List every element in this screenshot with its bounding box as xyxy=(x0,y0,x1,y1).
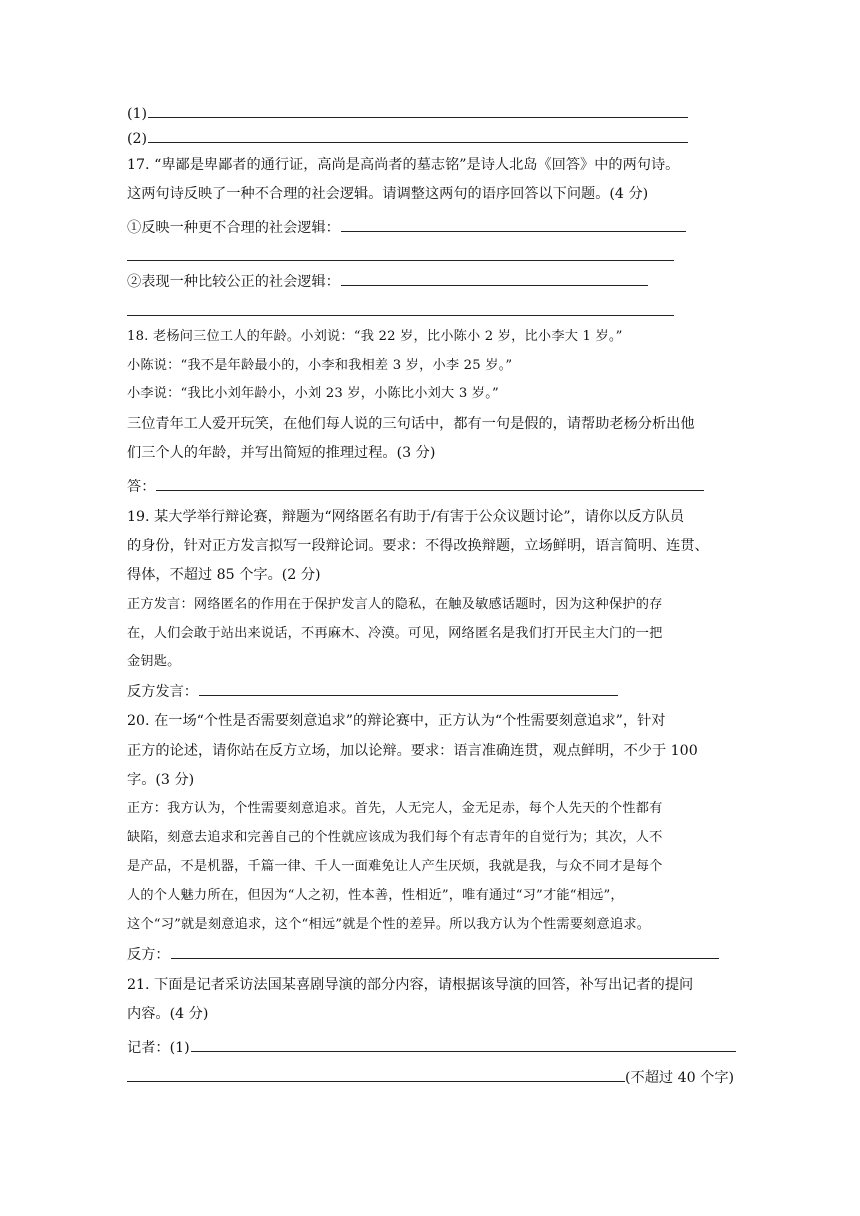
q21-limit-note: (不超过 40 个字) xyxy=(625,1070,735,1086)
q20-pro-line-1: 正方：我方认为，个性需要刻意追求。首先，人无完人，金无足赤，每个人先天的个性都有 xyxy=(127,801,663,816)
q19-con-label: 反方发言： xyxy=(127,684,198,700)
q16-blank-1-line[interactable] xyxy=(148,104,688,118)
q21-reporter xyxy=(127,1038,737,1058)
q17-item-1-continuation-line[interactable] xyxy=(127,260,674,261)
q16-blank-2-line[interactable] xyxy=(148,129,688,143)
q17-prompt-line-2: 这两句诗反映了一种不合理的社会逻辑。请调整这两句的语序回答以下问题。(4 分) xyxy=(127,186,649,202)
q20-prompt-line-1: 20. 在一场“个性是否需要刻意追求”的辩论赛中，正方认为“个性需要刻意追求”，针对 xyxy=(127,713,666,729)
q19-prompt-line-2: 的身份，针对正方发言拟写一段辩论词。要求：不得改换辩题，立场鲜明，语言简明、连贯、 xyxy=(127,538,709,554)
q21-prompt-line-1: 21. 下面是记者采访法国某喜剧导演的部分内容，请根据该导演的回答，补写出记者的提问 xyxy=(127,977,694,993)
q19-pro-line-3: 金钥匙。 xyxy=(127,654,181,669)
q19-con-blank[interactable] xyxy=(199,682,618,696)
q18-prompt-line-2: 小陈说：“我不是年龄最小的，小李和我相差 3 岁，小李 25 岁。” xyxy=(127,358,513,373)
q20-pro-line-5: 这个“习”就是刻意追求，这个“相远”就是个性的差异。所以我方认为个性需要刻意追求。 xyxy=(127,917,651,932)
q17-prompt-line-1: 17. “卑鄙是卑鄙者的通行证，高尚是高尚者的墓志铭”是诗人北岛《回答》中的两句诗。 xyxy=(127,157,680,173)
q18-answer-blank[interactable] xyxy=(156,477,704,491)
q21-reporter-blank[interactable] xyxy=(191,1038,736,1052)
q16-blank-2-label: (2) xyxy=(127,131,148,147)
q18-prompt-line-1: 18. 老杨问三位工人的年龄。小刘说：“我 22 岁，比小陈小 2 岁，比小李大 1 岁。” xyxy=(127,329,623,344)
q20-con-label: 反方： xyxy=(127,947,170,963)
q20-pro-line-2: 缺陷，刻意去追求和完善自己的个性就应该成为我们每个有志青年的自觉行为；其次，人不 xyxy=(127,830,663,845)
q19-pro-line-1: 正方发言：网络匿名的作用在于保护发言人的隐私，在触及敏感话题时，因为这种保护的存 xyxy=(127,597,663,612)
q17-item-2 xyxy=(127,272,737,292)
q19-con xyxy=(127,682,737,702)
q20-prompt-line-2: 正方的论述，请你站在反方立场，加以论辩。要求：语言准确连贯，观点鲜明，不少于 100 xyxy=(127,743,698,759)
q16-blank-1 xyxy=(127,104,737,124)
q20-con-blank[interactable] xyxy=(171,945,719,959)
q16-blank-1-label: (1) xyxy=(127,106,148,122)
q20-con xyxy=(127,945,737,965)
q21-reporter-continuation xyxy=(127,1068,737,1088)
q20-pro-line-3: 是产品，不是机器，千篇一律、千人一面难免让人产生厌烦，我就是我，与众不同才是每个 xyxy=(127,859,663,874)
q18-answer xyxy=(127,477,737,497)
q18-prompt-line-4: 三位青年工人爱开玩笑，在他们每人说的三句话中，都有一句是假的，请帮助老杨分析出他 xyxy=(127,416,695,432)
q17-item-2-continuation-line[interactable] xyxy=(127,315,674,316)
q18-answer-label: 答： xyxy=(127,479,156,495)
q18-prompt-line-5: 们三个人的年龄，并写出简短的推理过程。(3 分) xyxy=(127,445,436,461)
q19-pro-line-2: 在，人们会敢于站出来说话，不再麻木、冷漠。可见，网络匿名是我们打开民主大门的一把 xyxy=(127,626,663,641)
q17-item-2-blank[interactable] xyxy=(341,272,648,286)
q21-reporter-continuation-blank[interactable] xyxy=(127,1068,625,1082)
q19-prompt-line-1: 19. 某大学举行辩论赛，辩题为“网络匿名有助于/有害于公众议题讨论”，请你以反方队员 xyxy=(127,509,685,525)
q20-prompt-line-3: 字。(3 分) xyxy=(127,772,195,788)
q18-prompt-line-3: 小李说：“我比小刘年龄小，小刘 23 岁，小陈比小刘大 3 岁。” xyxy=(127,386,499,401)
q21-reporter-label: 记者：(1) xyxy=(127,1040,190,1056)
q16-blank-2 xyxy=(127,129,737,149)
q17-item-1 xyxy=(127,218,737,238)
q20-pro-line-4: 人的个人魅力所在，但因为“人之初，性本善，性相近”，唯有通过“习”才能“相远”， xyxy=(127,888,624,903)
q17-item-1-label: ①反映一种更不合理的社会逻辑： xyxy=(127,220,340,236)
q17-item-1-blank[interactable] xyxy=(341,218,686,232)
q21-prompt-line-2: 内容。(4 分) xyxy=(127,1006,209,1022)
q17-item-2-label: ②表现一种比较公正的社会逻辑： xyxy=(127,274,340,290)
q19-prompt-line-3: 得体，不超过 85 个字。(2 分) xyxy=(127,567,321,583)
